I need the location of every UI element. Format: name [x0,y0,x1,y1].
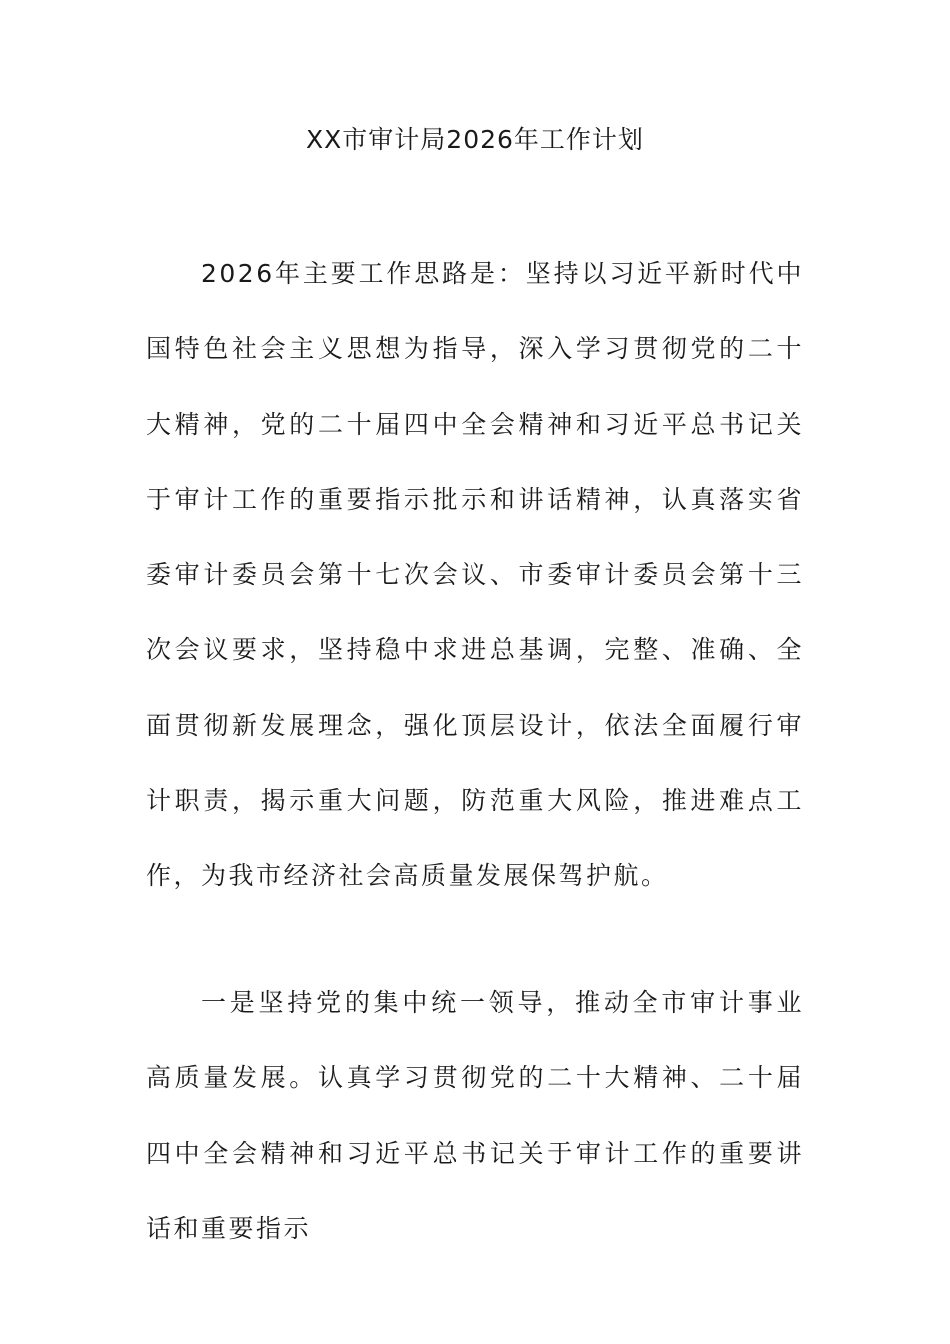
paragraph-party-leadership: 一是坚持党的集中统一领导，推动全市审计事业高质量发展。认真学习贯彻党的二十大精神、二十届四中全会精神和习近平总书记关于审计工作的重要讲话和重要指示 [146,988,804,1243]
document-title: XX市审计局2026年工作计划 [306,125,644,154]
paragraph-work-approach: 2026年主要工作思路是：坚持以习近平新时代中国特色社会主义思想为指导，深入学习贯彻党的二十大精神，党的二十届四中全会精神和习近平总书记关于审计工作的重要指示批示和讲话精神，认真落实省委审计委员会第十七次会议、市委审计委员会第十三次会议要求，坚持稳中求进总基调，完整、准确、全面贯彻新发展理念，强化顶层设计，依法全面履行审计职责，揭示重大问题，防范重大风险，推进难点工作，为我市经济社会高质量发展保驾护航。 [146,259,804,891]
